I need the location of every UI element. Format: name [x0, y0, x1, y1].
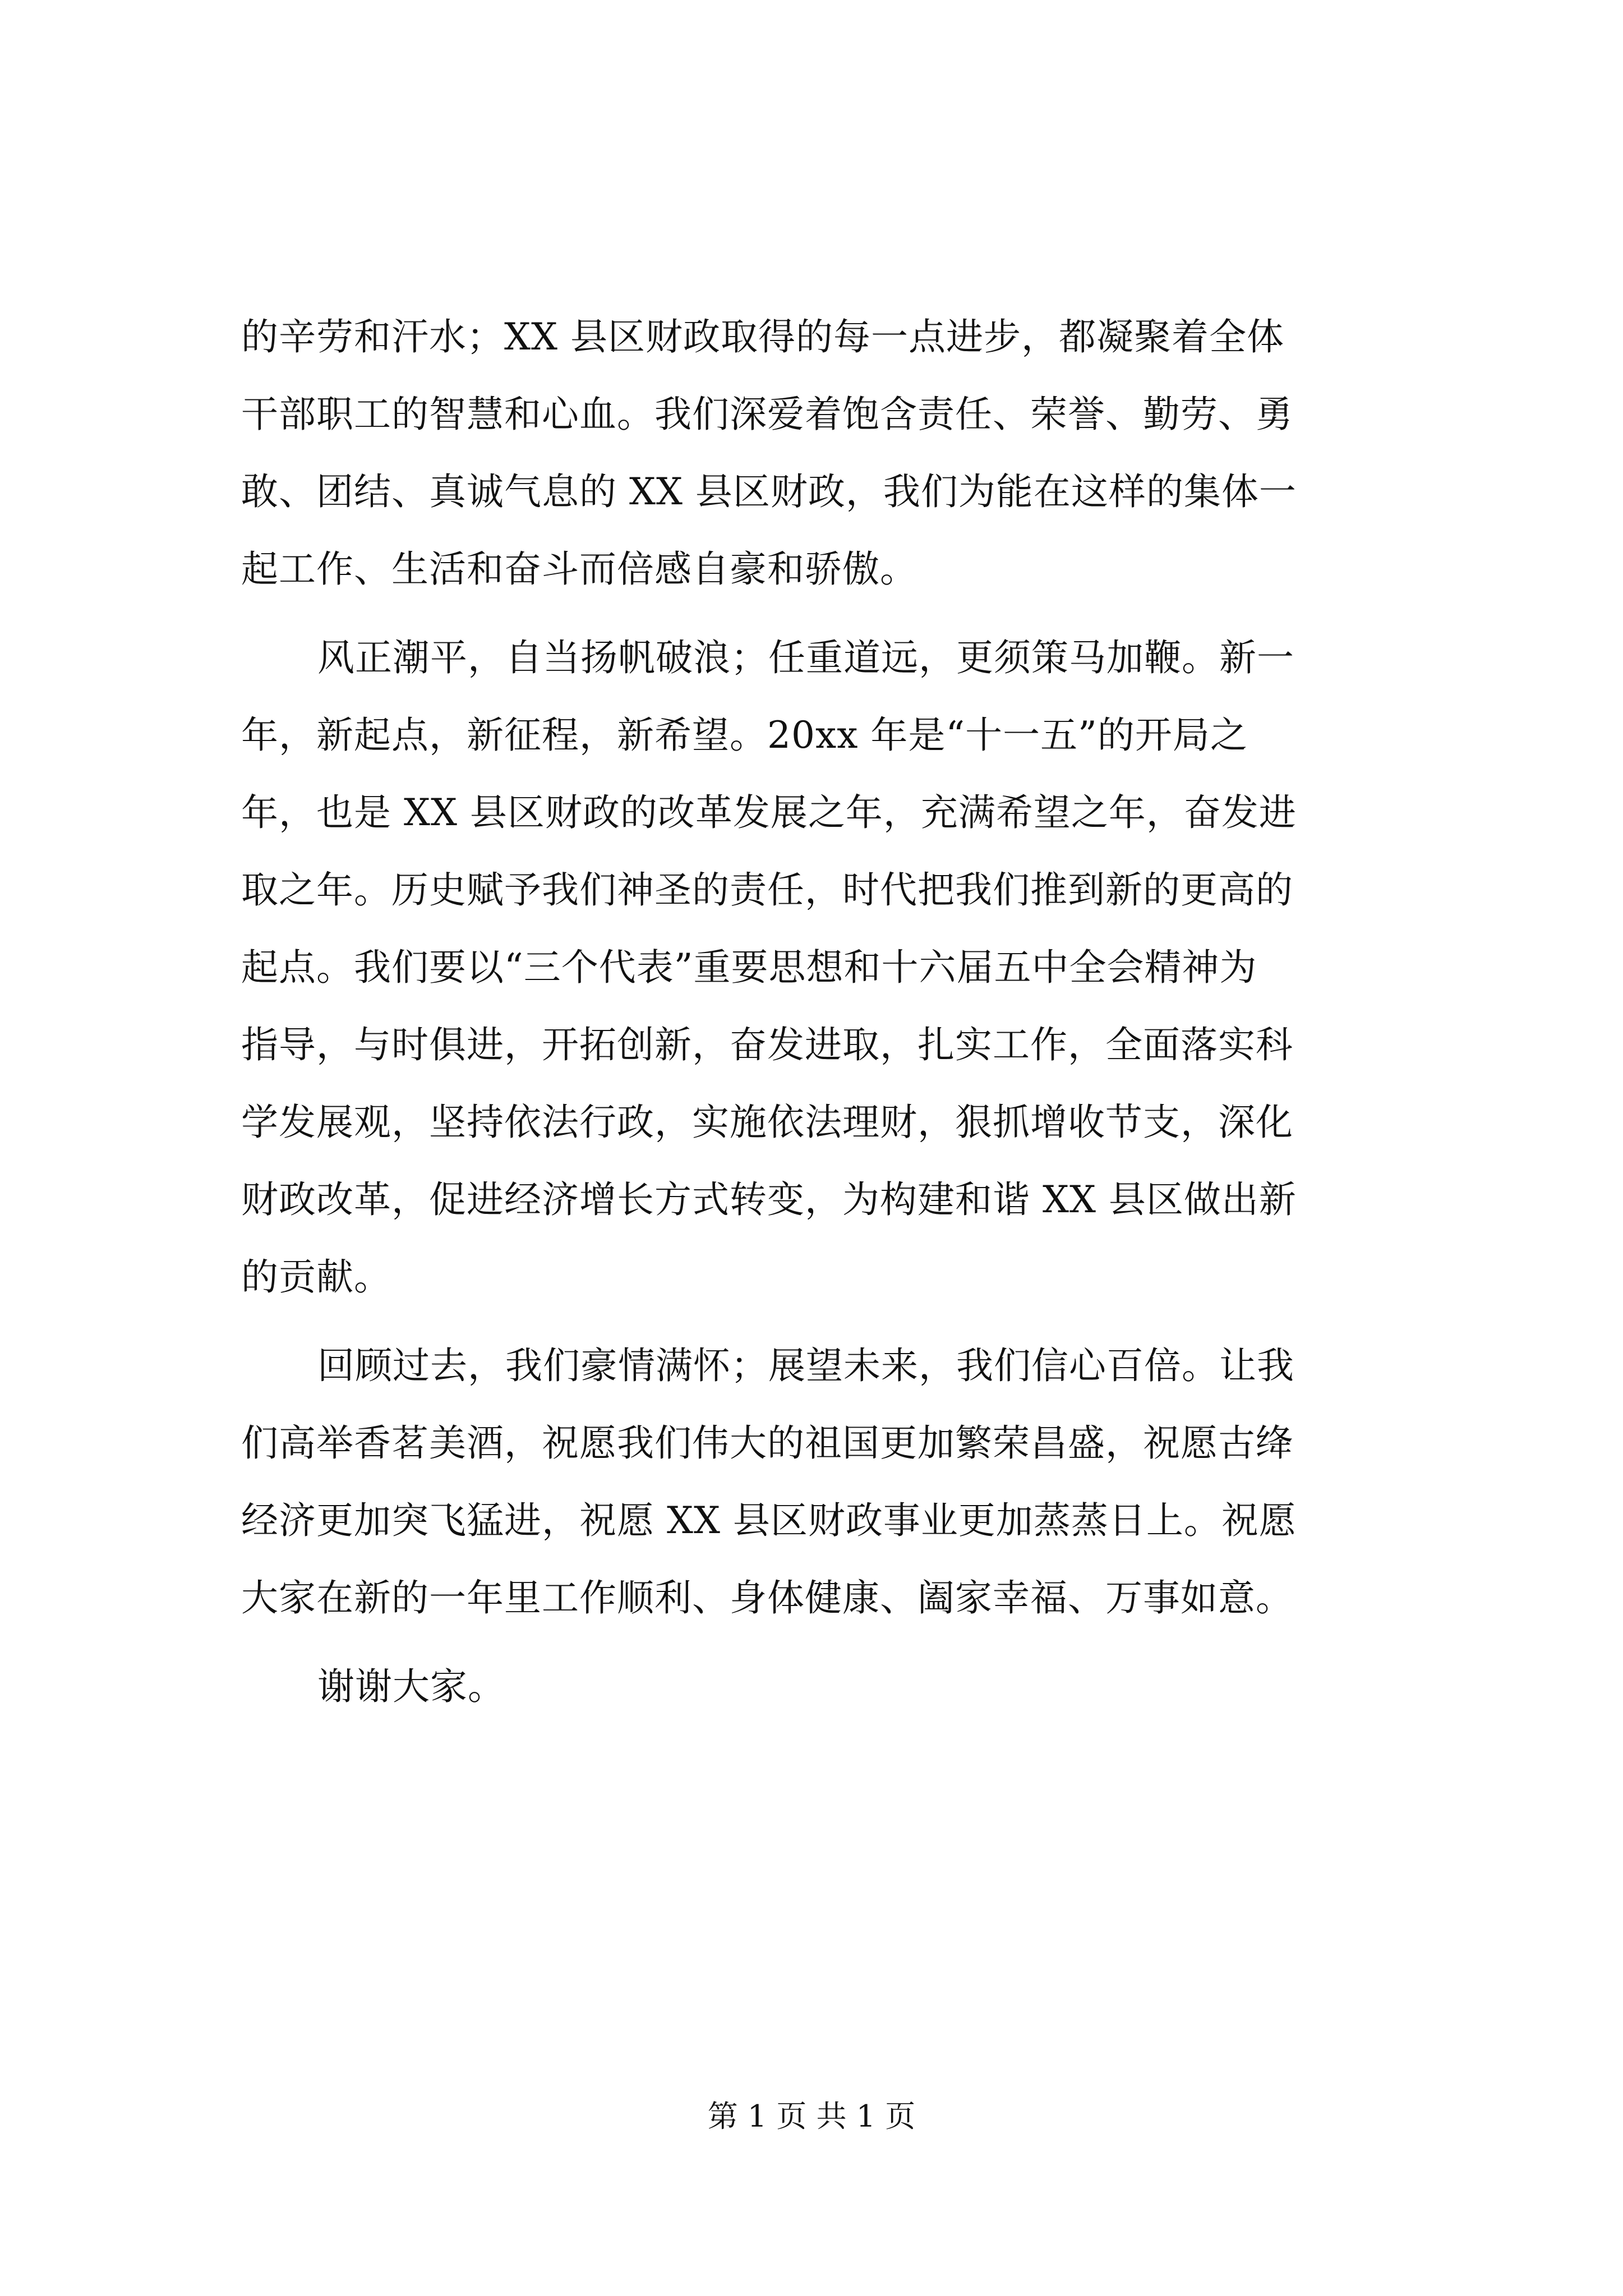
text-line: 指导，与时俱进，开拓创新，奋发进取，扎实工作，全面落实科	[241, 1023, 1293, 1066]
text-line: 的辛劳和汗水；XX 县区财政取得的每一点进步，都凝聚着全体	[241, 315, 1284, 358]
text-line: 回顾过去，我们豪情满怀；展望未来，我们信心百倍。让我	[317, 1344, 1294, 1387]
text-line: 起工作、生活和奋斗而倍感自豪和骄傲。	[241, 547, 917, 591]
text-line: 敢、团结、真诚气息的 XX 县区财政，我们为能在这样的集体一	[241, 470, 1297, 513]
paragraph	[241, 1648, 1458, 1726]
text-line: 学发展观，坚持依法行政，实施依法理财，狠抓增收节支，深化	[241, 1101, 1293, 1144]
paragraph	[241, 1327, 1458, 1637]
document-body	[241, 298, 1458, 1726]
paragraph-gap	[241, 1316, 1458, 1327]
text-line: 年，也是 XX 县区财政的改革发展之年，充满希望之年，奋发进	[241, 791, 1297, 834]
text-line: 财政改革，促进经济增长方式转变，为构建和谐 XX 县区做出新	[241, 1178, 1297, 1221]
text-line: 们高举香茗美酒，祝愿我们伟大的祖国更加繁荣昌盛，祝愿古绛	[241, 1421, 1293, 1465]
text-line: 经济更加突飞猛进，祝愿 XX 县区财政事业更加蒸蒸日上。祝愿	[241, 1499, 1297, 1542]
text-line: 起点。我们要以“三个代表”重要思想和十六届五中全会精神为	[241, 946, 1257, 989]
text-line: 谢谢大家。	[317, 1665, 505, 1708]
paragraph-gap	[241, 1637, 1458, 1648]
text-line: 取之年。历史赋予我们神圣的责任，时代把我们推到新的更高的	[241, 868, 1293, 912]
text-line: 的贡献。	[241, 1255, 391, 1299]
page-footer: 第 1 页 共 1 页	[707, 2099, 916, 2134]
paragraph	[241, 298, 1458, 608]
text-line: 大家在新的一年里工作顺利、身体健康、阖家幸福、万事如意。	[241, 1576, 1293, 1619]
paragraph	[241, 619, 1458, 1316]
text-line: 干部职工的智慧和心血。我们深爱着饱含责任、荣誉、勤劳、勇	[241, 393, 1293, 436]
paragraph-gap	[241, 608, 1458, 619]
text-line: 年，新起点，新征程，新希望。20xx 年是“十一五”的开局之	[241, 714, 1248, 757]
text-line: 风正潮平，自当扬帆破浪；任重道远，更须策马加鞭。新一	[317, 636, 1294, 679]
